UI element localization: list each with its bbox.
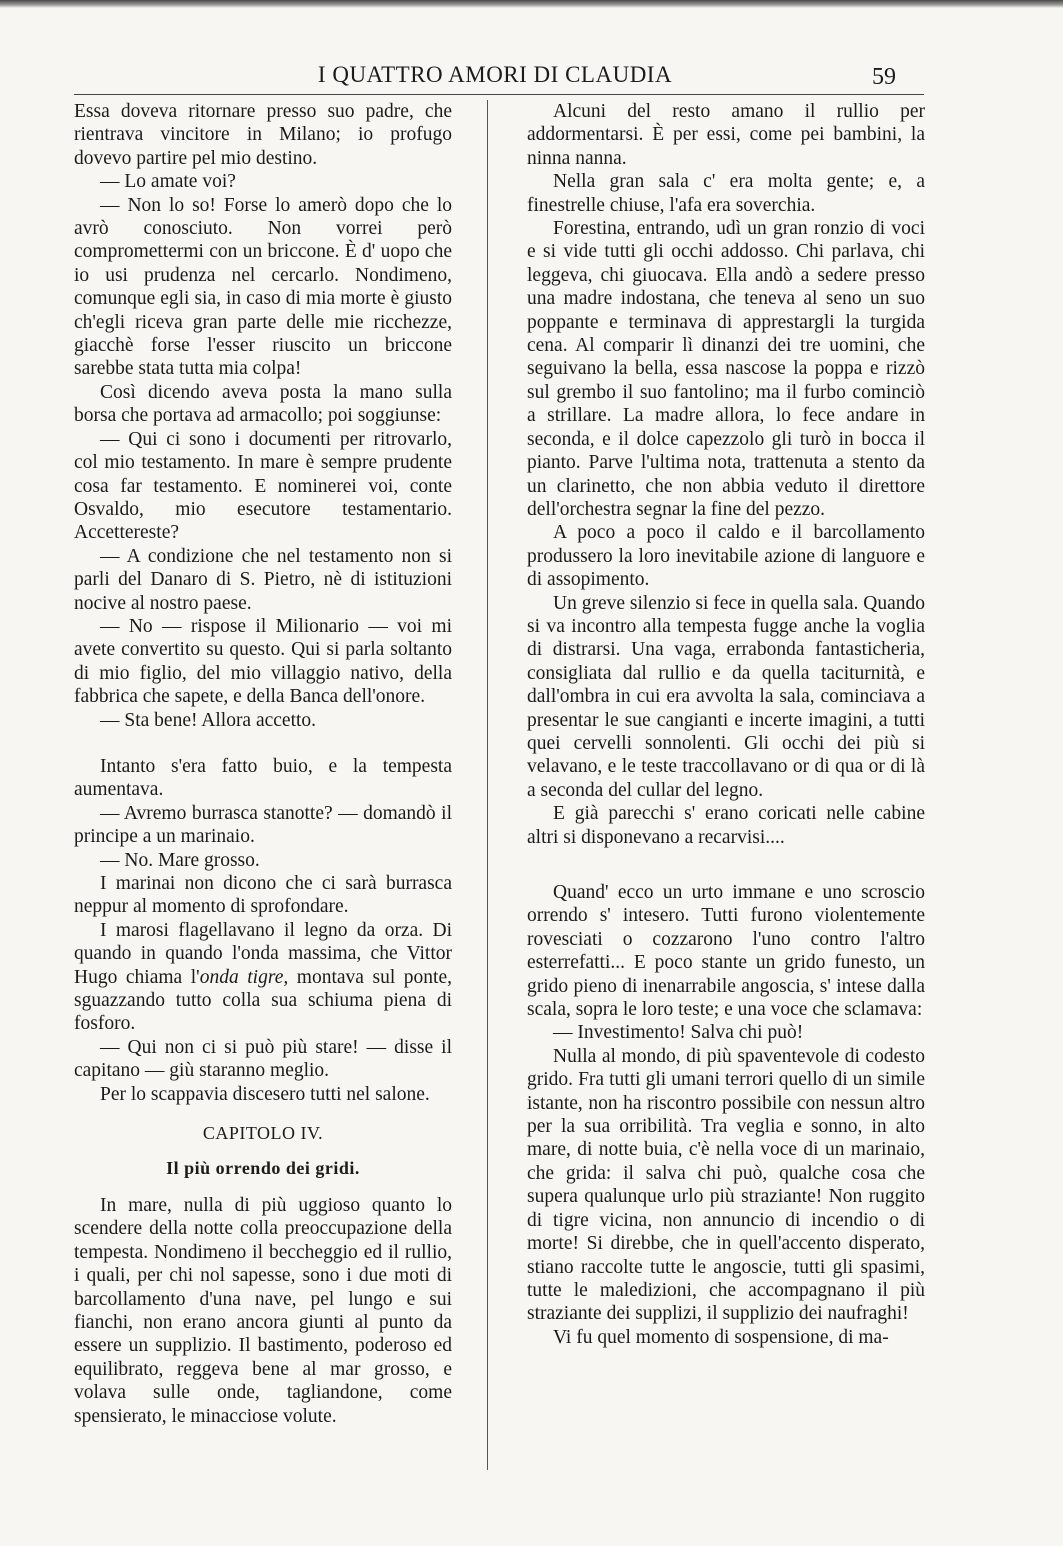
paragraph: Un greve silenzio si fece in quella sala. Quando si va incontro alla tempesta fugge anche la voglia di distrarsi. Una vaga, errabonda fantasticheria, consigliata dal rullio e da quella taciturnità, e dall'ombra in cui era avvolta la sala, cominciava a presentar le sue cangianti e incerte imagini, a tutti quei cervelli sonnolenti. Gli occhi dei più si velavano, e le teste traccollavano or di qua or di là a seconda del cullar del legno. (527, 592, 925, 801)
paragraph: Per lo scappavia discesero tutti nel salone. (100, 1083, 430, 1105)
column-divider (487, 100, 488, 1470)
paragraph: — A condizione che nel testamento non si parli del Danaro di S. Pietro, nè di istituzioni nocive al nostro paese. (74, 545, 452, 614)
right-column (527, 100, 925, 1349)
chapter-title: Il più orrendo dei gridi. (166, 1158, 360, 1179)
paragraph: — No — rispose il Milionario — voi mi avete convertito su questo. Qui si parla soltanto di mio figlio, del mio villaggio nativo, della fabbrica che sapete, e della Banca dell'onore. (74, 615, 452, 708)
paragraph: E già parecchi s' erano coricati nelle cabine altri si disponevano a recarvisi.... (527, 803, 925, 848)
paragraph: — No. Mare grosso. (100, 849, 260, 871)
paragraph: — Investimento! Salva chi può! (553, 1022, 804, 1044)
text-run: montava sul ponte, sguazzando tutto colla sua schiuma piena di fosforo. (74, 966, 452, 1035)
paragraph: I marinai non dicono che ci sarà burrasca neppur al momento di sprofondare. (74, 873, 452, 918)
section-break (74, 732, 452, 755)
paragraph: — Avremo burrasca stanotte? — domandò il principe a un marinaio. (74, 802, 452, 848)
paragraph: Vi fu quel momento di sospensione, di ma- (553, 1326, 889, 1348)
paragraph: In mare, nulla di più uggioso quanto lo scendere della notte colla preoccupazione della tempesta. Nondimeno il beccheggio ed il rullio, i quali, per chi nol sapesse, sono i due moti di barcollamento d'una nave, pel lungo e sui fianchi, non erano ancora giunti al punto da essere un supplizio. Il bastimento, poderoso ed equilibrato, reggeva bene al mar grosso, e volava sulle onde, tagliandone, come spensierato, le minacciose volute. (74, 1194, 452, 1427)
left-column (74, 100, 452, 1428)
paragraph: Così dicendo aveva posta la mano sulla borsa che portava ad armacollo; poi soggiunse: (74, 381, 452, 427)
chapter-heading: CAPITOLO IV. (202, 1123, 324, 1144)
paragraph: — Qui non ci si può più stare! — disse il capitano — giù staranno meglio. (74, 1036, 452, 1082)
italic-phrase: onda tigre, (199, 966, 289, 988)
paragraph: Nulla al mondo, di più spaventevole di codesto grido. Fra tutti gli umani terrori quello di un simile istante, non ha riscontro possibile con nessun altro per la sua orribilità. Tra veglia e sonno, in alto mare, di notte buia, c'è nella voce di un marinaio, che grida: il salva chi può, qualche cosa che supera qualunque urlo più straziante! Non ruggito di tigre vicina, non annuncio di incendio o di morte! Si direbbe, che in quell'accento disperato, stiano raccolte tutte le angoscie, tutti gli spasimi, tutte le maledizioni, che accompagnano il più straziante dei supplizi, il supplizio dei naufraghi! (527, 1045, 925, 1325)
paragraph: Alcuni del resto amano il rullio per addormentarsi. È per essi, come pei bambini, la ninna nanna. (527, 101, 925, 169)
paragraph: A poco a poco il caldo e il barcollamento produssero la loro inevitabile azione di languore e di assopimento. (527, 522, 925, 591)
text-run: I marosi flagellavano il legno da orza. Di quando in quando l'onda massima, che Vittor Hugo chiama l' (74, 919, 452, 988)
paragraph: Nella gran sala c' era molta gente; e, a finestrelle chiuse, l'afa era soverchia. (527, 171, 925, 216)
paragraph: — Sta bene! Allora accetto. (100, 709, 317, 731)
paragraph (74, 919, 452, 1036)
paragraph: — Non lo so! Forse lo amerò dopo che lo avrò conosciuto. Non vorrei però compromettermi con un briccone. È d' uopo che io usi prudenza nel cercarlo. Nondimeno, comunque egli sia, in caso di mia morte è giusto ch'egli riceva gran parte delle mie ricchezze, giacchè forse l'esser riuscito un briccone sarebbe stata tutta mia colpa! (74, 194, 452, 380)
paragraph: Quand' ecco un urto immane e uno scroscio orrendo s' intesero. Tutti furono violentemente rovesciati o cozzarono l'uno contro l'altro esterrefatti... E poco stante un grido funesto, un grido pieno di inenarrabile angoscia, s' intese dalla scala, sopra le loro teste; e una voce che sclamava: (527, 882, 925, 1021)
scan-top-edge (0, 0, 1063, 8)
paragraph: — Lo amate voi? (100, 171, 236, 193)
running-title: I QUATTRO AMORI DI CLAUDIA (317, 62, 673, 87)
paragraph: Intanto s'era fatto buio, e la tempesta aumentava. (74, 755, 452, 801)
page-number: 59 (872, 64, 896, 90)
header-rule (74, 94, 924, 95)
running-header (0, 58, 1063, 94)
paragraph: Forestina, entrando, udì un gran ronzio di voci e si vide tutti gli occhi addosso. Chi parlava, chi leggeva, chi giuocava. Ella andò a sedere presso una madre indostana, che teneva al seno un suo poppante e terminava di apprestargli la turgida cena. Al comparir lì dinanzi dei tre uomini, che seguivano la bella, essa nascose la poppa e rizzò sul grembo il suo fantolino; ma il furbo cominciò a strillare. La madre allora, lo fece andare in seconda, e il dolce capezzolo gli turò in bocca il pianto. Parve l'ultima nota, trattenuta a stento da un clarinetto, che non abbia veduto il direttore dell'orchestra segnar la fine del pezzo. (527, 218, 925, 520)
paragraph: — Qui ci sono i documenti per ritrovarlo, col mio testamento. In mare è sempre prudente cosa far testamento. E nominerei voi, conte Osvaldo, mio esecutore testamentario. Accettereste? (74, 428, 452, 544)
paragraph: Essa doveva ritornare presso suo padre, che rientrava vincitore in Milano; io profugo dovevo partire pel mio destino. (74, 101, 452, 169)
section-break (527, 849, 925, 881)
